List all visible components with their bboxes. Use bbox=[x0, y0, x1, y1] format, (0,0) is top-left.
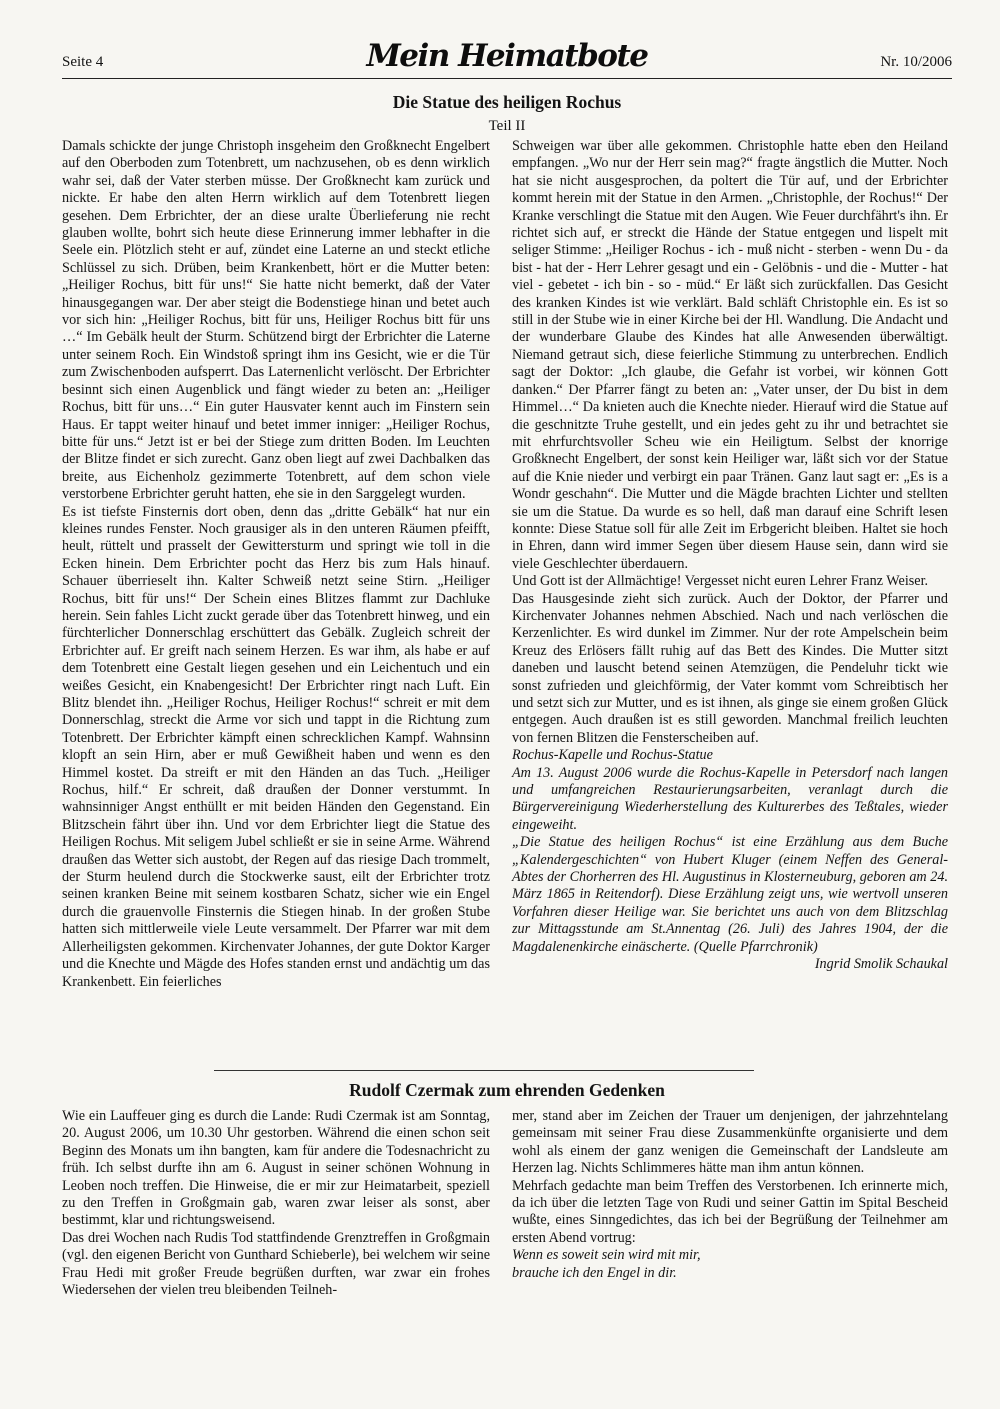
article2-title: Rudolf Czermak zum ehrenden Gedenken bbox=[349, 1080, 665, 1100]
section-heading: Rochus-Kapelle und Rochus-Statue bbox=[512, 747, 713, 764]
author-signature: Ingrid Smolik Schaukal bbox=[814, 956, 948, 973]
article1-column-left bbox=[62, 138, 490, 991]
poem-line: brauche ich den Engel in dir. bbox=[512, 1264, 677, 1281]
note-paragraph: Am 13. August 2006 wurde die Rochus-Kapelle in Petersdorf nach langen und umfangreichen Restaurierungsarbeiten, veranlagt durch die Bürgervereinigung Wiederherstellung des Kulturerbes des Teßtales, wieder eingeweiht. bbox=[512, 764, 948, 833]
article2-column-left bbox=[62, 1108, 490, 1299]
note-paragraph: „Die Statue des heiligen Rochus“ ist eine Erzählung aus dem Buche „Kalendergeschichten“ von Hubert Kluger (einem Neffen des General-Abtes der Chorherren des Hl. Augustinus in Klosterneuburg, geboren am 24. März 1865 in Reitendorf). Diese Erzählung zeigt uns, wie wertvoll unseren Vorfahren dieser Heilige war. Sie berichtet uns auch von dem Blitzschlag zur Mittagsstunde am St.Annentag (26. Juli) des Jahres 1904, der die Magdalenenkirche einäscherte. (Quelle Pfarrchronik) bbox=[512, 834, 948, 955]
paragraph: Und Gott ist der Allmächtige! Vergesset nicht euren Lehrer Franz Weiser. bbox=[512, 573, 929, 590]
poem-line: Wenn es soweit sein wird mit mir, bbox=[512, 1247, 701, 1264]
page-header bbox=[62, 36, 952, 76]
header-rule bbox=[62, 78, 952, 79]
issue-number: Nr. 10/2006 bbox=[880, 54, 952, 70]
author-signature-line bbox=[512, 956, 948, 973]
article1-title: Die Statue des heiligen Rochus bbox=[392, 92, 622, 112]
paragraph: Es ist tiefste Finsternis dort oben, denn das „dritte Gebälk“ hat nur ein kleines rundes Fenster. Noch grausiger als in den unteren Räumen pfeifft, heult, rüttelt und prasselt der Gewittersturm und springt wie toll in die Ecken hinein. Dem Erbrichter pocht das Herz bis zum Hals hinauf. Schauer überrieselt ihn. Kalter Schweiß netzt seine Stirn. „Heiliger Rochus, bitt für uns!“ Der Schein eines Blitzes flammt zur Dachluke herein. Sein fahles Licht zuckt gerade über das Totenbrett hinweg, und ein fürchterlicher Donnerschlag erschüttert das Gebälk. Zugleich schreit der Erbrichter auf. Er greift nach seinem Herzen. Es war ihm, als habe er auf dem Totenbrett eine Gestalt liegen gesehen und ein Leichentuch und ein weißes Gesicht, ein Knabengesicht! Der Erbrichter ringt nach Luft. Ein Blitz blendet ihn. „Heiliger Rochus, Heiliger Rochus!“ schreit er mit dem Donnerschlag, streckt die Arme vor sich und tappt in die Richtung zum Totenbrett. Der Erbrichter kämpft einen schrecklichen Kampf. Wahnsinn klopft an sein Hirn, aber er muß Gewißheit haben und wenn es den Himmel kostet. Da streift er mit den Händen an das Tuch. „Heiliger Rochus, hilf.“ Er schreit, daß draußen der Donner verstummt. In wahnsinniger Angst enthüllt er mit beiden Händen den Gegenstand. Ein Blitzschein fährt über ihn. Und vor dem Erbrichter liegt die Statue des Heiligen Rochus. Mit seligem Jubel schließt er sie in seine Arme. Während draußen das Wetter sich austobt, der Regen auf das riesige Dach trommelt, der Sturm heulend durch die Stockwerke saust, eilt der Erbrichter trotz seinen kranken Beine mit seinem kostbaren Schatz, sicher wie ein Engel durch die grauenvolle Finsternis die Stiegen hinab. In der großen Stube hatten sich mittlerweile viele Leute versammelt. Der Pfarrer war mit dem Allerheiligsten gekommen. Kirchenvater Johannes, der gute Doktor Karger und die Knechte und Mägde des Hofes standen ernst und andächtig um das Krankenbett. Ein feierliches bbox=[62, 503, 490, 990]
paragraph: mer, stand aber im Zeichen der Trauer um denjenigen, der jahrzehntelang gemeinsam mit seiner Frau diese Zusammenkünfte organisierte und dem wohl als einem der ganz wenigen die Gemeinschaft der Landsleute am Herzen lag. Nichts Schlimmeres hätte man ihm antun können. bbox=[512, 1108, 948, 1177]
paragraph: Damals schickte der junge Christoph insgeheim den Großknecht Engelbert auf den Oberboden zum Totenbrett, um nachzusehen, ob es denn wirklich wahr sei, daß der Vater sterben müsse. Der Großknecht kam zurück und nickte. Er habe den alten Herrn wirklich auf dem Totenbrett liegen gesehen. Dem Erbrichter, der an diese uralte Überlieferung nie recht glauben wollte, bohrt sich heute diese Erinnerung immer lebhafter in die Seele ein. Plötzlich steht er auf, zündet eine Laterne an und steckt etliche Schlüssel zu sich. Drüben, beim Krankenbett, hört er die Mutter beten: „Heiliger Rochus, bitt für uns!“ Sie hatte nicht bemerkt, daß der Vater hinausgegangen war. Der aber steigt die Bodenstiege hinan und betet auch vor sich hin: „Heiliger Rochus, bitt für uns, Heiliger Rochus bitt für uns …“ Im Gebälk heult der Sturm. Schützend birgt der Erbrichter die Laterne unter seinem Roch. Ein Windstoß springt ihm ins Gesicht, wie er die Tür zum Zwischenboden aufsperrt. Das Laternenlicht verlöscht. Der Erbrichter besinnt sich einen Augenblick und fängt wieder zu beten an: „Heiliger Rochus, bitt für uns…“ Ein guter Hausvater kennt auch im Finstern sein Haus. Er tappt weiter hinauf und betet immer inniger: „Heiliger Rochus, bitte für uns.“ Jetzt ist er bei der Stiege zum dritten Boden. Im Leuchten der Blitze findet er sich zurecht. Ganz oben liegt auf zwei Dachbalken das breite, aus Eichenholz gezimmerte Totenbrett, auf dem schon viele verstorbene Erbrichter geruht hatten, ehe sie in den Sarggelegt wurden. bbox=[62, 138, 490, 503]
article2-column-right bbox=[512, 1108, 948, 1282]
paragraph: Schweigen war über alle gekommen. Christophle hatte eben den Heiland empfangen. „Wo nur der Herr sein mag?“ fragte ängstlich die Mutter. Noch hat sie nicht ausgesprochen, da poltert die Tür auf, und der Erbrichter kommt herein mit der Statue in den Armen. „Christophle, der Rochus!“ Der Kranke verschlingt die Statue mit den Augen. Wie Feuer durchfährt's ihn. Er richtet sich auf, er streckt die Hände der Statue entgegen und lispelt mit seliger Stimme: „Heiliger Rochus - ich - muß nicht - sterben - wenn Du - da bist - hat der - Herr Lehrer gesagt und ein - Gelöbnis - und die - Mutter - hat viel - gebetet - ich bin - so - müd.“ Er läßt sich zurückfallen. Das Gesicht des kranken Kindes ist wie verklärt. Bald schläft Christophle ein. Es ist so still in der Stube wie in einer Kirche bei der Hl. Wandlung. Die Andacht und der wunderbare Glaube des Kindes hat alle Anwesenden überwältigt. Niemand getraut sich, diese feierliche Stimmung zu unterbrechen. Endlich sagt der Doktor: „Ich glaube, die Gefahr ist vorbei, wir können Gott danken.“ Der Pfarrer fängt zu beten an: „Vater unser, der Du bist in dem Himmel…“ Da knieten auch die Knechte nieder. Hierauf wird die Statue auf die geschnitzte Truhe gestellt, und ein jedes geht zu ihr und betrachtet sie mit ehrfurchtsvoller Scheu wie ein Heiligtum. Selbst der knorrige Großknecht Engelbert, der sonst kein Heiliger war, läßt sich vor der Statue auf die Knie nieder und verbirgt ein paar Tränen. Ganz laut sagt er: „Es is a Wondr geschahn“. Die Mutter und die Mägde brachten Lichter und stellten sie um die Statue. Da wurde es so hell, daß man darauf eine Schrift lesen konnte: Diese Statue soll für alle Zeit im Erbgericht bleiben. Haltet sie hoch in Ehren, dann wird immer Segen über diesem Hause sein, dann wird sie viele Geschlechter überdauern. bbox=[512, 138, 948, 572]
paragraph: Mehrfach gedachte man beim Treffen des Verstorbenen. Ich erinnerte mich, da ich über die letzten Tage von Rudi und seiner Gattin im Spital Bescheid wußte, eines Sinngedichtes, das ich bei der Begrüßung der Teilnehmer am ersten Abend vortrug: bbox=[512, 1177, 948, 1246]
article1-column-right bbox=[512, 138, 948, 974]
masthead-logo: Mein Heimatbote bbox=[366, 38, 648, 74]
article1-subtitle: Teil II bbox=[488, 118, 526, 134]
paragraph: Das drei Wochen nach Rudis Tod stattfindende Grenztreffen in Großgmain (vgl. den eigenen Bericht von Gunthard Schieberle), bei welchem wir seine Frau Hedi mit großer Freude begrüßen durften, war zwar ein frohes Wiedersehen der vielen treu bleibenden Teilneh- bbox=[62, 1229, 490, 1299]
page-number: Seite 4 bbox=[62, 54, 104, 70]
paragraph: Das Hausgesinde zieht sich zurück. Auch der Doktor, der Pfarrer und Kirchenvater Johannes nehmen Abschied. Nach und nach verlöschen die Kerzenlichter. Es wird dunkel im Zimmer. Nur der rote Ampelschein beim Kreuz des Erlösers fällt ruhig auf das Bett des Kindes. Die Mutter sitzt daneben und lauscht betend seinen Atemzügen, die Pendeluhr tickt wie sonst zufrieden und gleichförmig, der Vater kommt vom Schreibtisch her und setzt sich zur Mutter, und es ist ihnen, als ginge sie einem großen Glück entgegen. Auch draußen ist es still geworden. Manchmal freilich leuchten von fernen Blitzen die Fensterscheiben auf. bbox=[512, 590, 948, 746]
paragraph: Wie ein Lauffeuer ging es durch die Lande: Rudi Czermak ist am Sonntag, 20. August 2006, um 10.30 Uhr gestorben. Während die einen schon seit Beginn des Monats um ihn bangten, kam für andere die Todesnachricht zu früh. Ich selbst durfte ihn am 6. August in seiner schönen Wohnung in Leoben noch treffen. Die Hinweise, die er mir zur Heimatarbeit, speziell zu den Treffen in Großgmain gab, waren zwar leiser als sonst, aber bestimmt, klar und richtungsweisend. bbox=[62, 1108, 490, 1229]
article-divider bbox=[214, 1070, 754, 1071]
